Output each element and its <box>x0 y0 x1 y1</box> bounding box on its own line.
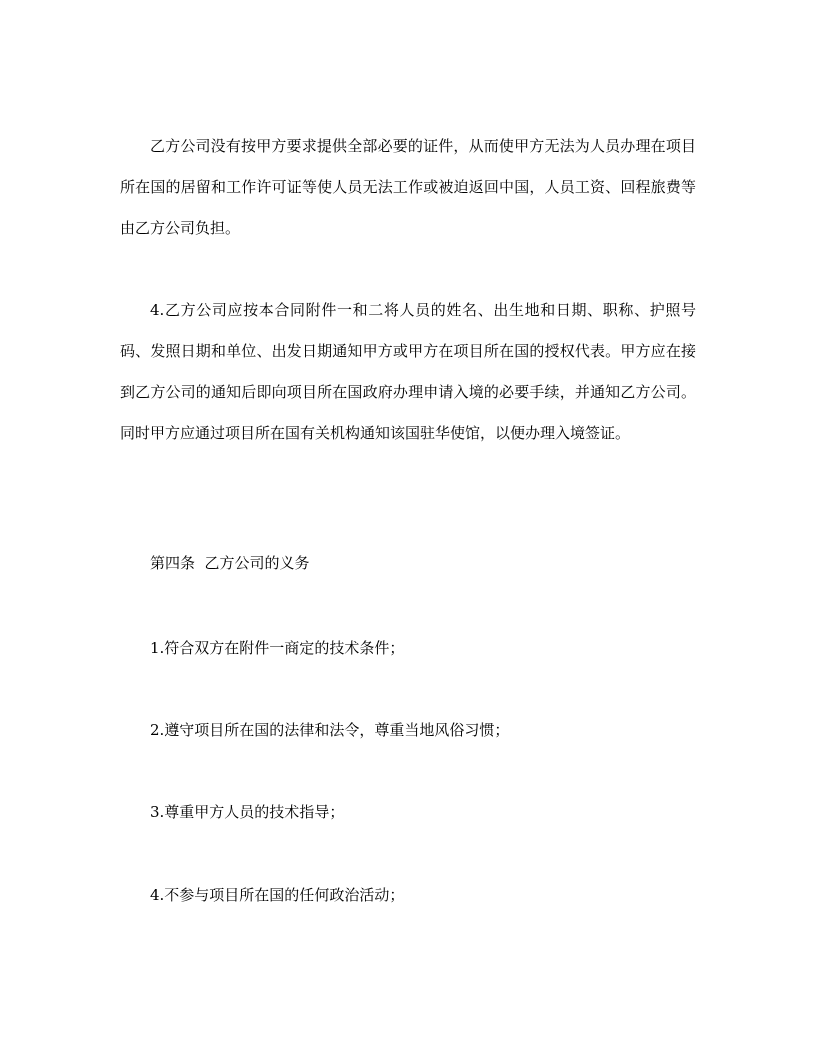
paragraph-residence-permit-liability: 乙方公司没有按甲方要求提供全部必要的证件，从而使甲方无法为人员办理在项目所在国的居留和工作许可证等使人员无法工作或被迫返回中国，人员工资、回程旅费等由乙方公司负担。 <box>120 137 696 237</box>
obligation-item-3: 3.尊重甲方人员的技术指导； <box>150 803 345 821</box>
section-heading-article-4: 第四条 乙方公司的义务 <box>150 554 310 572</box>
obligation-item-4: 4.不参与项目所在国的任何政治活动； <box>150 886 405 904</box>
obligation-item-2: 2.遵守项目所在国的法律和法令，尊重当地风俗习惯； <box>150 721 510 739</box>
paragraph-clause-4-notification: 4.乙方公司应按本合同附件一和二将人员的姓名、出生地和日期、职称、护照号码、发照日期和单位、出发日期通知甲方或甲方在项目所在国的授权代表。甲方应在接到乙方公司的通知后即向项目所在国政府办理申请入境的必要手续，并通知乙方公司。同时甲方应通过项目所在国有关机构通知该国驻华使馆，以便办理入境签证。 <box>120 301 696 442</box>
obligation-item-1: 1.符合双方在附件一商定的技术条件； <box>150 639 405 657</box>
